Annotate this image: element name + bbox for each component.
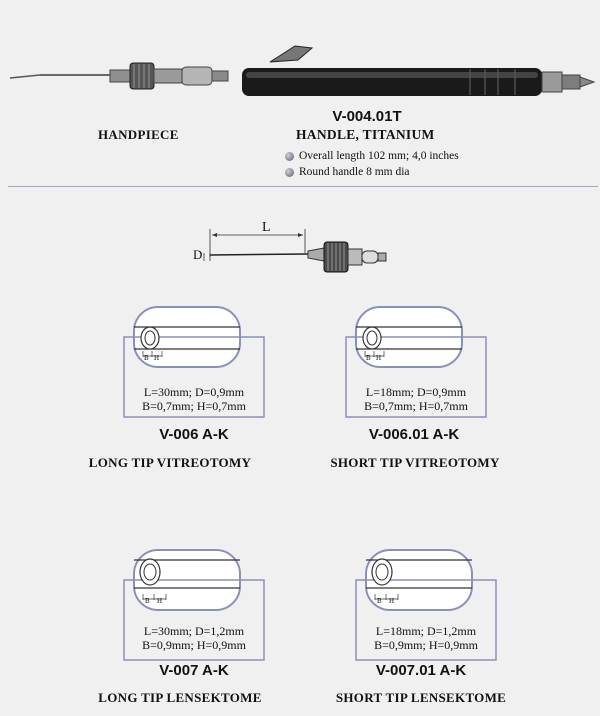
handle-spec-diameter <box>285 166 410 178</box>
tip-spec-line2: B=0,7mm; H=0,7mm <box>142 399 246 413</box>
tip-spec-line2: B=0,9mm; H=0,9mm <box>374 638 478 652</box>
tip-spec-line2: B=0,9mm; H=0,9mm <box>142 638 246 652</box>
tip-card-short-lensektome <box>342 548 502 668</box>
tip-model-number: V-007.01 A-K <box>375 662 467 679</box>
tip-model-number: V-006.01 A-K <box>368 426 460 443</box>
handle-spec-diameter-text: Round handle 8 mm dia <box>299 166 410 178</box>
tip-dimension-diagram <box>190 215 400 275</box>
tip-card-short-vitreotomy <box>332 305 492 425</box>
tip-spec-line1: L=30mm; D=1,2mm <box>143 624 245 638</box>
bullet-icon <box>285 152 294 161</box>
dimension-h-label: H <box>376 354 382 362</box>
dimension-b-label: B <box>145 597 150 605</box>
dimension-b-label: B <box>377 597 382 605</box>
dimension-h-label: H <box>157 597 163 605</box>
length-label: L <box>262 220 271 235</box>
tip-card-long-lensektome <box>110 548 270 668</box>
tip-name: LONG TIP LENSEKTOME <box>98 690 262 705</box>
tip-spec-line1: L=18mm; D=0,9mm <box>365 385 467 399</box>
handle-spec-length-text: Overall length 102 mm; 4,0 inches <box>299 150 459 162</box>
tip-model-number: V-007 A-K <box>159 662 229 679</box>
tip-model-number: V-006 A-K <box>159 426 229 443</box>
bullet-icon <box>285 168 294 177</box>
dimension-h-label: H <box>389 597 395 605</box>
tip-spec-line2: B=0,7mm; H=0,7mm <box>364 399 468 413</box>
dimension-b-label: B <box>144 354 149 362</box>
tip-name: SHORT TIP LENSEKTOME <box>335 690 507 705</box>
titanium-handle-image <box>240 30 600 110</box>
tip-name: LONG TIP VITREOTOMY <box>88 455 252 470</box>
diameter-label: D <box>193 247 203 262</box>
tip-card-long-vitreotomy <box>110 305 270 425</box>
dimension-h-label: H <box>154 354 160 362</box>
section-divider <box>8 186 598 187</box>
handle-spec-length <box>285 150 459 162</box>
handpiece-caption: HANDPIECE <box>98 127 179 142</box>
dimension-b-label: B <box>366 354 371 362</box>
tip-spec-line1: L=18mm; D=1,2mm <box>375 624 477 638</box>
tip-spec-line1: L=30mm; D=0,9mm <box>143 385 245 399</box>
handpiece-image <box>0 48 240 108</box>
handle-model-number: V-004.01T <box>332 108 402 125</box>
handle-title: HANDLE, TITANIUM <box>296 127 435 142</box>
tip-name: SHORT TIP VITREOTOMY <box>330 455 500 470</box>
